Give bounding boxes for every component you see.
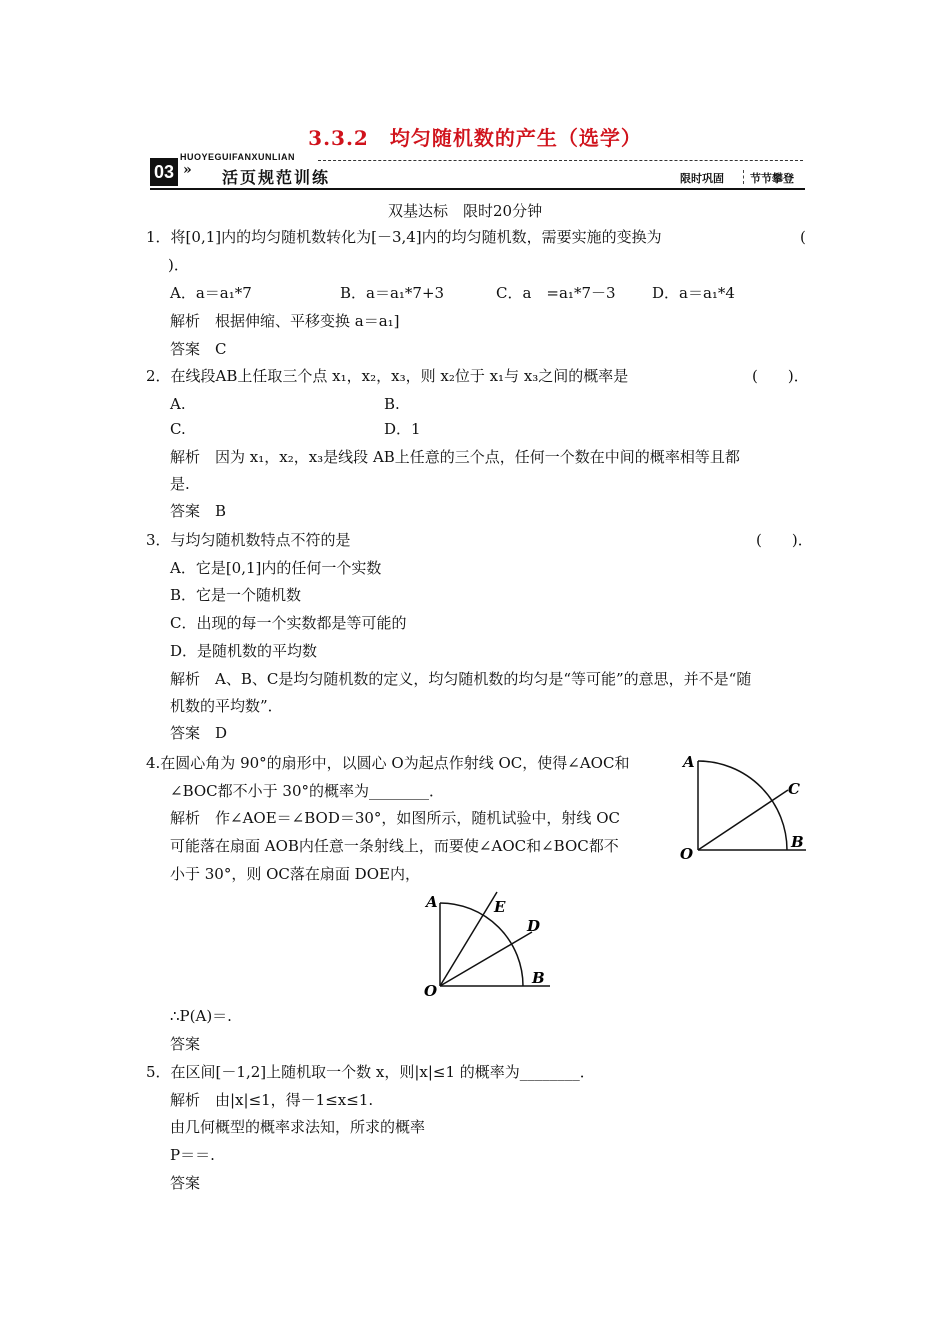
q4-analysis-line3: 小于 30°，则 OC落在扇面 DOE内， [170,865,420,883]
q5-answer: 答案 [170,1174,201,1192]
fig1-label-a: A [683,753,695,771]
fig1-arc [698,761,787,850]
fig2-label-o: O [424,982,438,1000]
q1-option-d: D．a＝a₁*4 [652,284,735,302]
q3-option-d: D．是随机数的平均数 [170,642,318,660]
q1-option-a: A．a＝a₁*7 [170,284,252,302]
q3-option-a: A．它是[0,1]内的任何一个实数 [170,559,382,577]
figure-sector-doe [422,888,557,1003]
fig2-label-a: A [426,893,438,911]
q5-analysis: 解析 由|x|≤1，得－1≤x≤1. [170,1091,374,1109]
q3-analysis-line2: 机数的平均数”． [170,697,283,715]
q1-analysis: 解析 根据伸缩、平移变换 a＝a₁] [170,312,400,330]
q2-answer: 答案 B [170,502,227,520]
q3-option-c: C．出现的每一个实数都是等可能的 [170,614,407,632]
fig1-ray-oc [698,790,788,850]
header-underline [150,188,805,190]
q1-paren: ( [800,228,806,246]
subtitle: 双基达标 限时20分钟 [388,202,543,220]
q1-option-c: C．a =a₁*7－3 [496,284,616,302]
q2-paren: ( )． [752,367,809,385]
q1-stem: 1．将[0,1]内的均匀随机数转化为[－3,4]内的均匀随机数，需要实施的变换为 [146,228,662,246]
q1-option-b: B．a＝a₁*7+3 [340,284,445,302]
q2-option-a: A. [170,395,186,413]
q4-stem-line2: ∠BOC都不小于 30°的概率为________． [170,782,444,800]
fig2-ray-oe [440,892,497,986]
header-arrow-icon: » [183,162,192,178]
q4-stem-line1: 4.在圆心角为 90°的扇形中，以圆心 O为起点作射线 OC，使得∠AOC和 [146,754,630,772]
q4-analysis-line2: 可能落在扇面 AOB内任意一条射线上，而要使∠AOC和∠BOC都不 [170,837,619,855]
q2-analysis-line2: 是. [170,475,190,493]
q2-stem: 2．在线段AB上任取三个点 x₁，x₂，x₃，则 x₂位于 x₁与 x₃之间的概率是 [146,367,629,385]
q3-answer: 答案 D [170,724,228,742]
q3-analysis-line1: 解析 A、B、C是均匀随机数的定义，均匀随机数的均匀是“等可能”的意思，并不是“随 [170,670,752,688]
q3-option-b: B．它是一个随机数 [170,586,302,604]
q4-analysis-line1: 解析 作∠AOE＝∠BOD＝30°，如图所示，随机试验中，射线 OC [170,809,620,827]
q2-option-b: B. [384,395,400,413]
fig1-label-b: B [791,833,804,851]
fig2-label-d: D [527,917,541,935]
fig2-label-e: E [494,898,506,916]
page-title: 3.3.2 均匀随机数的产生（选学） [308,126,642,150]
q4-answer: 答案 [170,1035,201,1053]
q2-analysis-line1: 解析 因为 x₁，x₂，x₃是线段 AB上任意的三个点，任何一个数在中间的概率相等且都 [170,448,740,466]
q2-option-c: C. [170,420,186,438]
header-tag-left: 限时巩固 [680,173,724,185]
q5-stem: 5．在区间[－1,2]上随机取一个数 x，则|x|≤1 的概率为________． [146,1063,595,1081]
header-dashed-line [318,160,803,161]
figure-sector-aob [678,748,813,863]
q5-line2: 由几何概型的概率求法知，所求的概率 [170,1118,426,1136]
header-section-number: 03 [150,158,178,186]
header-pinyin: HUOYEGUIFANXUNLIAN [180,152,296,162]
q3-paren: ( )． [756,531,813,549]
fig1-label-o: O [680,845,694,863]
q2-option-d: D．1 [384,420,421,438]
q3-stem: 3．与均匀随机数特点不符的是 [146,531,351,549]
header-tag-separator [743,170,744,184]
q4-therefore: ∴P(A)＝. [170,1007,232,1025]
q1-answer: 答案 C [170,340,227,358]
header-tag-right: 节节攀登 [750,173,794,185]
q5-line3: P＝＝. [170,1146,215,1164]
fig2-label-b: B [532,969,545,987]
header-section-title: 活页规范训练 [222,170,331,187]
fig1-label-c: C [788,780,800,798]
q1-paren-close: )． [168,256,189,274]
